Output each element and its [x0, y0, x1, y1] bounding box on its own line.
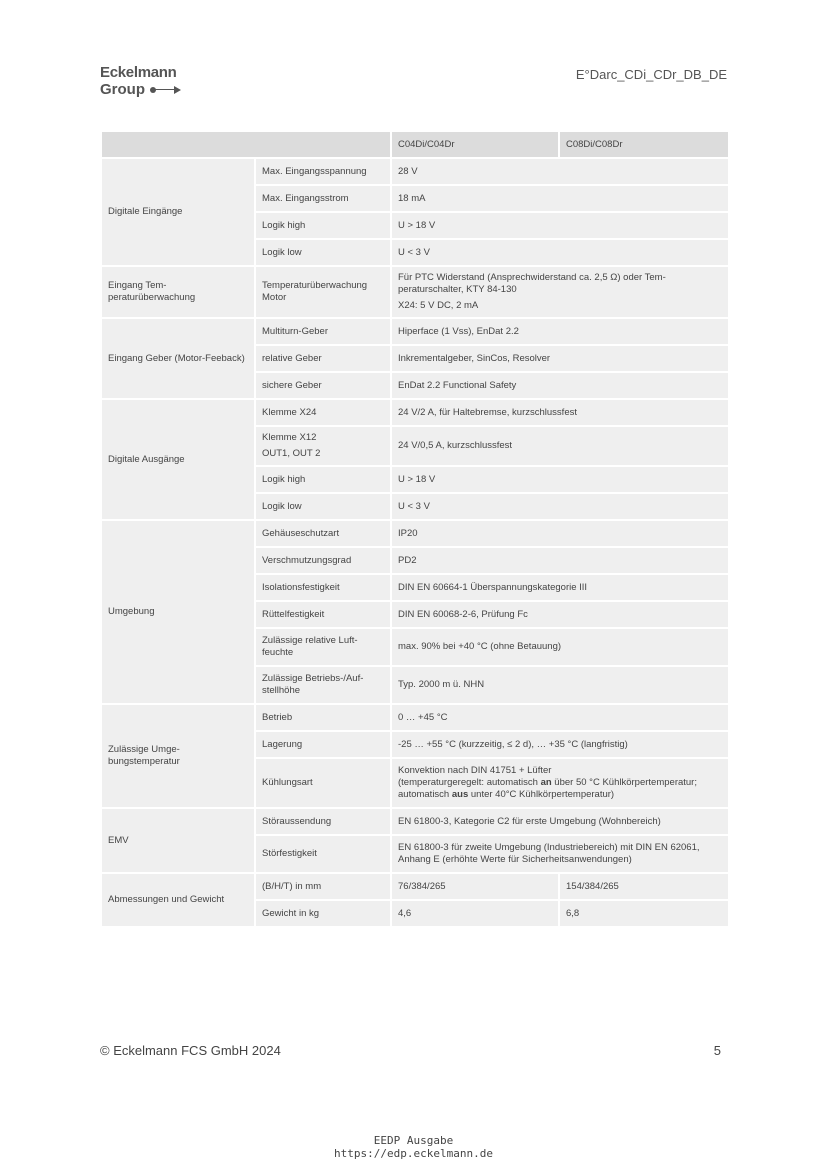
row-label: Logik low	[255, 239, 391, 266]
column-header-c04: C04Di/C04Dr	[391, 131, 559, 158]
row-label: Logik high	[255, 212, 391, 239]
row-value: Hiperface (1 Vss), EnDat 2.2	[391, 318, 729, 345]
row-label: Multiturn-Geber	[255, 318, 391, 345]
row-value: U > 18 V	[391, 466, 729, 493]
row-label: Temperaturüberwachung Motor	[255, 266, 391, 318]
specification-table	[100, 130, 730, 928]
footer-copyright: © Eckelmann FCS GmbH 2024	[100, 1043, 281, 1058]
row-label: Klemme X12 OUT1, OUT 2	[255, 426, 391, 466]
row-label: Betrieb	[255, 704, 391, 731]
table-row	[101, 158, 729, 185]
row-label: Verschmutzungsgrad	[255, 547, 391, 574]
group-ambient-temperature: Zulässige Umge- bungstemperatur	[101, 704, 255, 808]
edp-stamp	[0, 1134, 827, 1160]
logo-arrow-icon	[150, 85, 182, 95]
group-encoder-input: Eingang Geber (Motor-Feeback)	[101, 318, 255, 399]
document-id: E°Darc_CDi_CDr_DB_DE	[575, 67, 727, 82]
column-header-c08: C08Di/C08Dr	[559, 131, 729, 158]
row-label: Zulässige relative Luft- feuchte	[255, 628, 391, 666]
group-temperature-input: Eingang Tem- peraturüberwachung	[101, 266, 255, 318]
page-number: 5	[713, 1043, 721, 1058]
row-label: Logik low	[255, 493, 391, 520]
row-label: Störaussendung	[255, 808, 391, 835]
table-row	[101, 266, 729, 318]
row-value: 24 V/2 A, für Haltebremse, kurzschlussfest	[391, 399, 729, 426]
row-label: Logik high	[255, 466, 391, 493]
group-digital-outputs: Digitale Ausgänge	[101, 399, 255, 520]
edp-edition-label: EEDP Ausgabe	[373, 1134, 454, 1147]
row-value: U < 3 V	[391, 493, 729, 520]
header-blank-cell	[101, 131, 391, 158]
row-value: -25 … +55 °C (kurzzeitig, ≤ 2 d), … +35 °C (langfristig)	[391, 731, 729, 758]
table-row	[101, 399, 729, 426]
table-row	[101, 704, 729, 731]
row-label: relative Geber	[255, 345, 391, 372]
row-label: Kühlungsart	[255, 758, 391, 808]
table-row	[101, 318, 729, 345]
group-emv: EMV	[101, 808, 255, 873]
row-value: Typ. 2000 m ü. NHN	[391, 666, 729, 704]
row-label: Gewicht in kg	[255, 900, 391, 927]
table-row	[101, 520, 729, 547]
row-value: Konvektion nach DIN 41751 + Lüfter (temperaturgeregelt: automatisch an über 50 °C Kühlkörpertemperatur; automatisch aus unter 40°C Kühlkörpertemperatur)	[391, 758, 729, 808]
eckelmann-group-logo	[100, 64, 182, 98]
logo-text-group: Group	[100, 81, 145, 98]
row-label: Gehäuseschutzart	[255, 520, 391, 547]
row-value: IP20	[391, 520, 729, 547]
row-value-c04: 4,6	[391, 900, 559, 927]
row-value: 0 … +45 °C	[391, 704, 729, 731]
row-value: U > 18 V	[391, 212, 729, 239]
group-environment: Umgebung	[101, 520, 255, 704]
edp-url: https://edp.eckelmann.de	[334, 1147, 493, 1160]
group-digital-inputs: Digitale Eingänge	[101, 158, 255, 266]
row-value: EN 61800-3 für zweite Umgebung (Industriebereich) mit DIN EN 62061, Anhang E (erhöhte Werte für Sicherheitsanwendungen)	[391, 835, 729, 873]
row-label: Störfestigkeit	[255, 835, 391, 873]
row-label: Klemme X24	[255, 399, 391, 426]
table-row	[101, 873, 729, 900]
row-value: DIN EN 60664-1 Überspannungskategorie III	[391, 574, 729, 601]
row-value: PD2	[391, 547, 729, 574]
row-label: Lagerung	[255, 731, 391, 758]
table-row	[101, 808, 729, 835]
row-value: EnDat 2.2 Functional Safety	[391, 372, 729, 399]
row-value: DIN EN 60068-2-6, Prüfung Fc	[391, 601, 729, 628]
row-label: Isolationsfestigkeit	[255, 574, 391, 601]
row-label: Rüttelfestigkeit	[255, 601, 391, 628]
row-label: sichere Geber	[255, 372, 391, 399]
group-dimensions-weight: Abmessungen und Gewicht	[101, 873, 255, 927]
row-value: EN 61800-3, Kategorie C2 für erste Umgebung (Wohnbereich)	[391, 808, 729, 835]
row-value: 24 V/0,5 A, kurzschlussfest	[391, 426, 729, 466]
row-value-c08: 6,8	[559, 900, 729, 927]
row-value: Für PTC Widerstand (Ansprechwiderstand ca. 2,5 Ω) oder Tem- peraturschalter, KTY 84-130 X24: 5 V DC, 2 mA	[391, 266, 729, 318]
row-value: U < 3 V	[391, 239, 729, 266]
row-label: Max. Eingangsspannung	[255, 158, 391, 185]
row-value: max. 90% bei +40 °C (ohne Betauung)	[391, 628, 729, 666]
row-label: Zulässige Betriebs-/Auf- stellhöhe	[255, 666, 391, 704]
row-label: (B/H/T) in mm	[255, 873, 391, 900]
row-value: Inkrementalgeber, SinCos, Resolver	[391, 345, 729, 372]
row-value: 28 V	[391, 158, 729, 185]
row-value-c04: 76/384/265	[391, 873, 559, 900]
table-header-row	[101, 131, 729, 158]
row-value: 18 mA	[391, 185, 729, 212]
row-label: Max. Eingangsstrom	[255, 185, 391, 212]
logo-text-eckelmann: Eckelmann	[100, 64, 177, 81]
row-value-c08: 154/384/265	[559, 873, 729, 900]
